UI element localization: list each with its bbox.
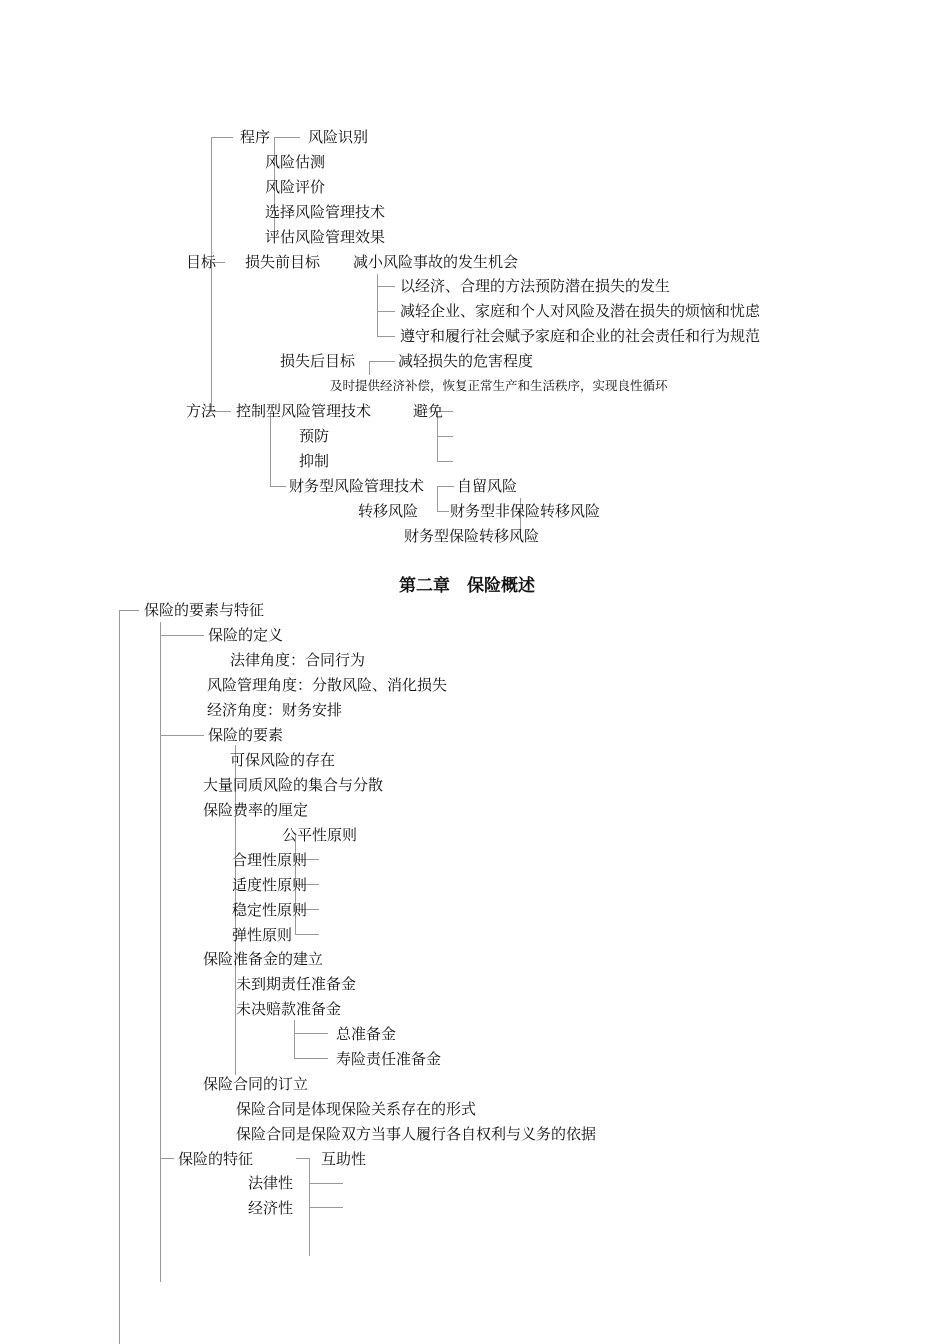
rate-item: 合理性原则 — [232, 851, 308, 869]
elements-label: 保险的要素 — [208, 726, 284, 744]
tree-line — [274, 137, 300, 138]
tree-line — [437, 461, 453, 462]
method-label: 方法 — [186, 402, 217, 420]
control-item: 预防 — [299, 427, 330, 445]
reserve-sub-item: 寿险责任准备金 — [336, 1050, 442, 1068]
pre-item: 减轻企业、家庭和个人对风险及潜在损失的烦恼和忧虑 — [400, 302, 761, 320]
proc-item: 评估风险管理效果 — [265, 228, 386, 246]
pre-item: 以经济、合理的方法预防潜在损失的发生 — [400, 277, 671, 295]
tree-line — [309, 1207, 343, 1208]
transfer-item: 财务型保险转移风险 — [404, 527, 540, 545]
tree-line — [377, 311, 395, 312]
proc-item: 选择风险管理技术 — [265, 203, 386, 221]
contract-item: 保险合同是体现保险关系存在的形式 — [236, 1100, 477, 1118]
elem-item: 保险费率的厘定 — [203, 801, 309, 819]
control-item: 抑制 — [299, 452, 330, 470]
elem-item: 保险合同的订立 — [203, 1075, 309, 1093]
tree-line — [294, 1020, 295, 1058]
finance-item: 自留风险 — [457, 477, 518, 495]
tree-line — [160, 622, 161, 1282]
tree-line — [119, 610, 120, 1344]
tree-line — [369, 361, 395, 362]
tree-line — [294, 1033, 328, 1034]
control-item: 避免 — [413, 402, 444, 420]
feature-item: 经济性 — [248, 1199, 294, 1217]
tree-line — [295, 934, 319, 935]
elem-item: 大量同质风险的集合与分散 — [203, 776, 384, 794]
rate-item: 稳定性原则 — [232, 901, 308, 919]
def-item: 风险管理角度：分散风险、消化损失 — [207, 676, 448, 694]
rate-item: 弹性原则 — [232, 926, 293, 944]
tree-line — [160, 735, 204, 736]
post-loss-label: 损失后目标 — [280, 352, 356, 370]
rate-item: 适度性原则 — [232, 876, 308, 894]
reserve-item: 未决赔款准备金 — [236, 1000, 342, 1018]
definition-label: 保险的定义 — [208, 626, 284, 644]
feature-item: 互助性 — [321, 1150, 367, 1168]
elem-item: 可保风险的存在 — [230, 751, 336, 769]
tree-line — [160, 635, 204, 636]
contract-item: 保险合同是保险双方当事人履行各自权利与义务的依据 — [236, 1125, 597, 1143]
post-item: 及时提供经济补偿，恢复正常生产和生活秩序，实现良性循环 — [330, 378, 668, 393]
proc-item: 风险估测 — [265, 153, 326, 171]
tree-line — [270, 411, 271, 486]
features-label: 保险的特征 — [178, 1150, 254, 1168]
goal-label: 目标 — [186, 253, 217, 271]
transfer-item: 财务型非保险转移风险 — [450, 502, 601, 520]
tree-line — [377, 274, 378, 336]
tree-line — [211, 137, 233, 138]
tree-line — [296, 1158, 310, 1159]
rate-item: 公平性原则 — [282, 826, 358, 844]
finance-item: 转移风险 — [358, 502, 419, 520]
reserve-sub-item: 总准备金 — [336, 1025, 397, 1043]
pre-item: 减小风险事故的发生机会 — [353, 253, 519, 271]
tree-line — [377, 336, 395, 337]
tree-line — [119, 610, 139, 611]
root-label: 保险的要素与特征 — [144, 601, 265, 619]
pre-item: 遵守和履行社会赋予家庭和企业的社会责任和行为规范 — [400, 327, 761, 345]
tree-line — [294, 1058, 328, 1059]
tree-line — [438, 486, 454, 487]
post-item: 减轻损失的危害程度 — [398, 352, 534, 370]
tree-line — [377, 286, 395, 287]
proc-item: 风险识别 — [308, 128, 369, 146]
def-item: 经济角度：财务安排 — [207, 701, 343, 719]
tree-line — [211, 137, 212, 411]
tree-line — [369, 361, 370, 375]
feature-item: 法律性 — [248, 1174, 294, 1192]
proc-item: 风险评价 — [265, 178, 326, 196]
control-label: 控制型风险管理技术 — [236, 402, 372, 420]
def-item: 法律角度：合同行为 — [230, 651, 366, 669]
procedure-label: 程序 — [240, 128, 271, 146]
tree-line — [437, 436, 453, 437]
tree-line — [270, 486, 286, 487]
reserve-item: 未到期责任准备金 — [236, 975, 357, 993]
pre-loss-label: 损失前目标 — [245, 253, 321, 271]
tree-line — [437, 486, 438, 511]
tree-line — [160, 1158, 174, 1159]
finance-label: 财务型风险管理技术 — [289, 477, 425, 495]
elem-item: 保险准备金的建立 — [203, 950, 324, 968]
tree-line — [309, 1183, 343, 1184]
tree-line — [437, 511, 449, 512]
chapter-title: 第二章 保险概述 — [399, 576, 535, 596]
